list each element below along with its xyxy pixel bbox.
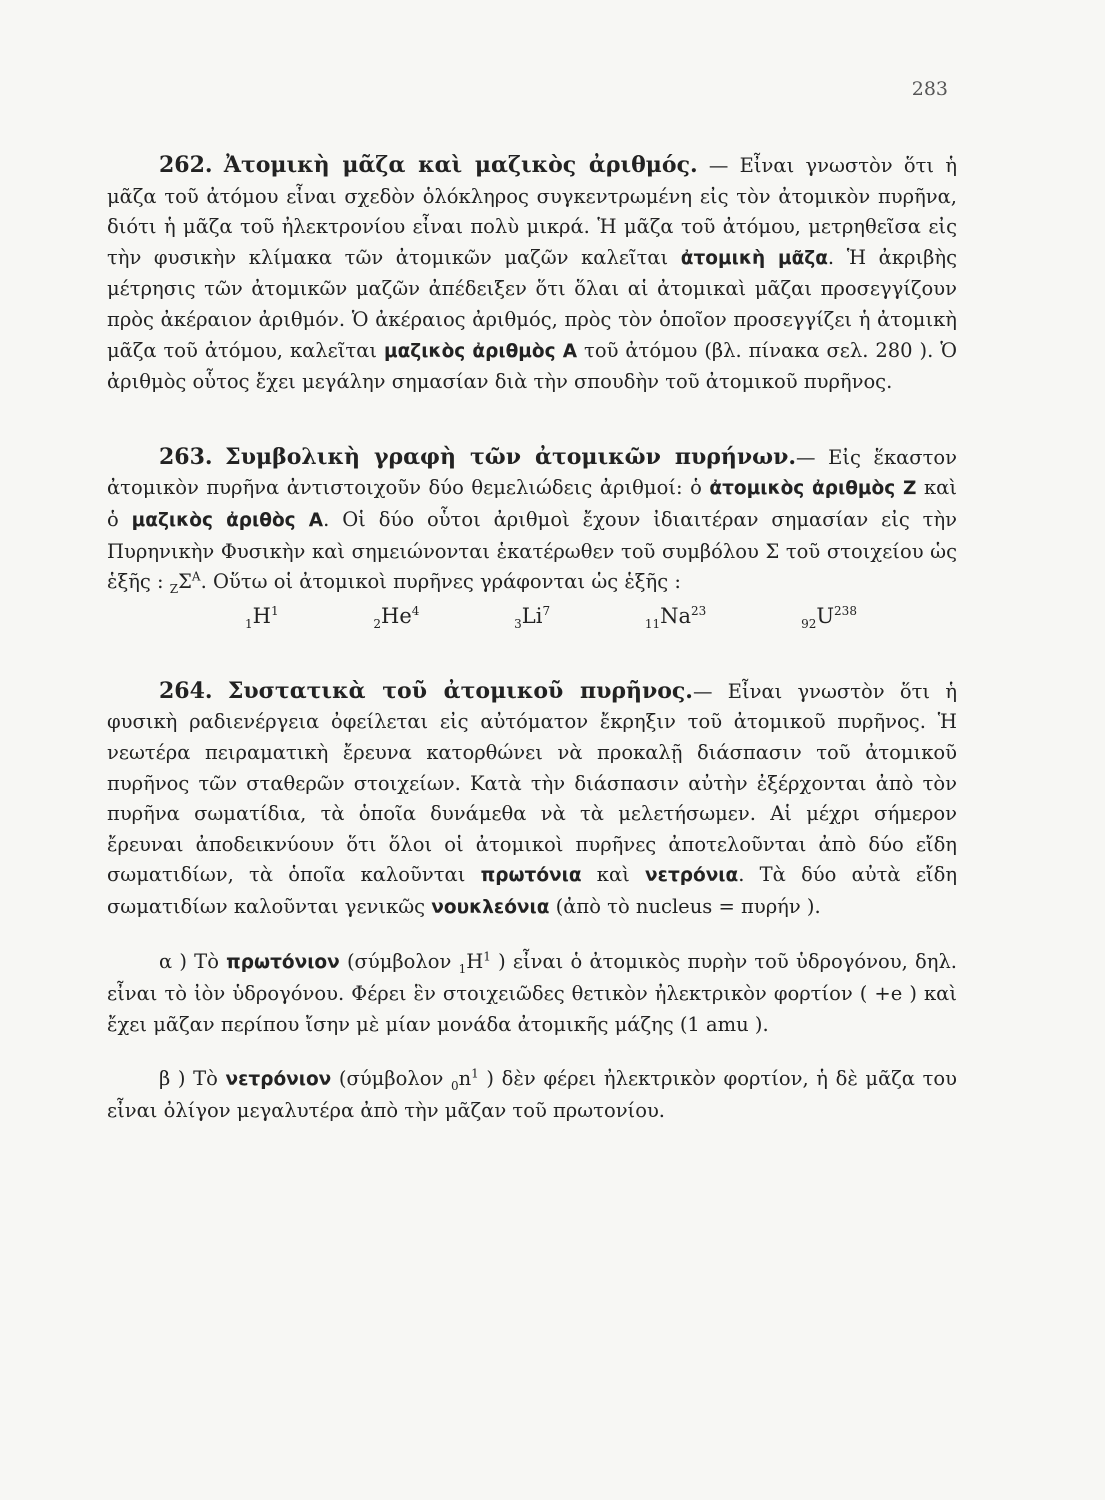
mass-number: 1 [270, 603, 279, 618]
section-text: (ἀπὸ τὸ nucleus = πυρήν ). [549, 894, 821, 918]
item-text: α ) Τὸ [159, 950, 227, 974]
mass-number: 23 [691, 603, 707, 618]
element-symbol: H [466, 950, 484, 974]
nuclide-formula [245, 600, 279, 632]
page-body [107, 150, 957, 1126]
mass-number: 1 [483, 949, 491, 964]
section-title: Ἀτομικὴ μᾶζα καὶ μαζικὸς ἀριθμός. [223, 152, 698, 178]
element-symbol: n [458, 1067, 472, 1091]
proton-symbol [458, 949, 491, 977]
nuclide-formulas [245, 600, 857, 632]
element-symbol: Li [521, 603, 543, 628]
atomic-number: 3 [514, 616, 522, 631]
bold-term: μαζικὸς ἀριθμὸς Α [383, 340, 578, 362]
element-symbol: H [252, 603, 271, 628]
item-text: (σύμβολον [339, 950, 459, 974]
page-number: 283 [911, 78, 948, 100]
element-symbol: Na [660, 603, 692, 628]
section-text: καὶ [581, 863, 646, 887]
bold-term: νετρόνιον [225, 1069, 332, 1091]
section-text: . Ἡ ἀκριβὴς μέτρησις τῶν ἀτομικῶν μαζῶν ἀπέδειξεν ὅτι ὅλαι αἱ ἀτομικαὶ μᾶζαι προσεγγίζουν πρὸς ἀκέραιον ἀριθμόν. Ὁ ἀκέραιος ἀριθμός, πρὸς τὸν ὁποῖον προσεγγίζει ἡ ἀτομικὴ μᾶζα τοῦ ἀτόμου, καλεῖται [107, 245, 957, 362]
atomic-number: 11 [644, 616, 661, 631]
nuclide-formula [645, 600, 706, 632]
section-264 [107, 676, 957, 924]
section-number: 263. [159, 443, 213, 470]
nuclide-formula [373, 600, 419, 632]
bold-term: νετρόνια [645, 865, 739, 887]
nuclide-formula [801, 600, 857, 632]
section-text: καὶ ὁ [107, 476, 957, 531]
element-symbol-notation [169, 569, 201, 597]
atomic-number: 92 [801, 616, 817, 631]
bold-term: ἀτομικὸς ἀριθμὸς Ζ [709, 478, 917, 500]
section-title: Συμβολικὴ γραφὴ τῶν ἀτομικῶν πυρήνων. [225, 443, 797, 470]
element-symbol: U [816, 603, 835, 628]
bold-term: μαζικὸς ἀριθὸς Α [131, 509, 324, 531]
section-number: 264. [159, 677, 213, 704]
atomic-number: 1 [458, 962, 467, 977]
element-symbol: He [381, 603, 412, 628]
element-symbol: Σ [178, 570, 192, 594]
item-text: ) δὲν φέρει ἠλεκτρικὸν φορτίον, ἡ δὲ μᾶζα του εἶναι ὀλίγον μεγαλυτέρα ἀπὸ τὴν μᾶζαν τοῦ πρωτονίου. [107, 1067, 957, 1122]
item-alpha [107, 947, 957, 1040]
neutron-symbol [450, 1066, 479, 1094]
section-text: — Εἶναι γνωστὸν ὅτι ἡ φυσικὴ ραδιενέργεια ὀφείλεται εἰς αὐτόματον ἔκρηξιν τοῦ ἀτομικοῦ πυρῆνος. Ἡ νεωτέρα πειραματικὴ ἔρευνα κατορθώνει νὰ προκαλῇ διάσπασιν τοῦ ἀτομικοῦ πυρῆνος τῶν σταθερῶν στοιχείων. Κατὰ τὴν διάσπασιν αὐτὴν ἐξέρχονται ἀπὸ τὸν πυρῆνα σωματίδια, τὰ ὁποῖα δυνάμεθα νὰ τὰ μελετήσωμεν. Αἱ μέχρι σήμερον ἔρευναι ἀποδεικνύουν ὅτι ὅλοι οἱ ἀτομικοὶ πυρῆνες ἀποτελοῦνται ἀπὸ δύο εἴδη σωματιδίων, τὰ ὁποῖα καλοῦνται [107, 679, 957, 887]
item-text: (σύμβολον [331, 1067, 451, 1091]
nuclide-formula [514, 600, 550, 632]
section-263 [107, 442, 957, 598]
mass-number: 4 [411, 603, 420, 618]
bold-term: πρωτόνια [480, 865, 582, 887]
section-text: — Εἶναι γνωστὸν ὅτι ἡ μᾶζα τοῦ ἀτόμου εἶναι σχεδὸν ὁλόκληρος συγκεντρωμένη εἰς τὸν ἀτομικὸν πυρῆνα, διότι ἡ μᾶζα τοῦ ἠλεκτρονίου εἶναι πολὺ μικρά. Ἡ μᾶζα τοῦ ἀτόμου, μετρηθεῖσα εἰς τὴν φυσικὴν κλίμακα τῶν ἀτομικῶν μαζῶν καλεῖται [107, 154, 957, 269]
atomic-number: 1 [245, 616, 253, 631]
section-text: . Οὕτω οἱ ἀτομικοὶ πυρῆνες γράφονται ὡς ἑξῆς : [200, 570, 681, 594]
section-number: 262. [159, 152, 213, 178]
item-beta [107, 1064, 957, 1126]
mass-number: 1 [471, 1066, 479, 1081]
atomic-number: Z [169, 582, 179, 597]
mass-number: 238 [834, 603, 857, 618]
bold-term: πρωτόνιον [226, 952, 340, 974]
section-text: — Εἰς ἕκαστον ἀτομικὸν πυρῆνα ἀντιστοιχοῦν δύο θεμελιώδεις ἀριθμοί: ὁ [107, 445, 957, 500]
bold-term: νουκλεόνια [431, 896, 550, 918]
section-title: Συστατικὰ τοῦ ἀτομικοῦ πυρῆνος. [227, 677, 693, 704]
atomic-number: 0 [450, 1079, 459, 1094]
item-text: ) εἶναι ὁ ἀτομικὸς πυρὴν τοῦ ὑδρογόνου, δηλ. εἶναι τὸ ἰὸν ὑδρογόνου. Φέρει ἓν στοιχειῶδες θετικὸν ἠλεκτρικὸν φορτίον ( +e ) καὶ ἔχει μᾶζαν περίπου ἴσην μὲ μίαν μονάδα ἀτομικῆς μάζης (1 amu ). [107, 950, 957, 1036]
mass-number: A [191, 569, 201, 584]
section-text: . Οἱ δύο οὗτοι ἀριθμοὶ ἔχουν ἰδιαιτέραν σημασίαν εἰς τὴν Πυρηνικὴν Φυσικὴν καὶ σημειώνονται ἑκατέρωθεν τοῦ συμβόλου Σ τοῦ στοιχείου ὡς ἑξῆς : [107, 507, 957, 594]
section-262 [107, 150, 957, 398]
item-text: β ) Τὸ [159, 1067, 226, 1091]
section-text: τοῦ ἀτόμου (βλ. πίνακα σελ. 280 ). Ὁ ἀριθμὸς οὗτος ἔχει μεγάλην σημασίαν διὰ τὴν σπουδὴν τοῦ ἀτομικοῦ πυρῆνος. [107, 338, 958, 394]
section-text: . Τὰ δύο αὐτὰ εἴδη σωματιδίων καλοῦνται γενικῶς [107, 863, 958, 918]
mass-number: 7 [542, 603, 551, 618]
bold-term: ἀτομικὴ μᾶζα [680, 247, 828, 269]
atomic-number: 2 [373, 616, 381, 631]
